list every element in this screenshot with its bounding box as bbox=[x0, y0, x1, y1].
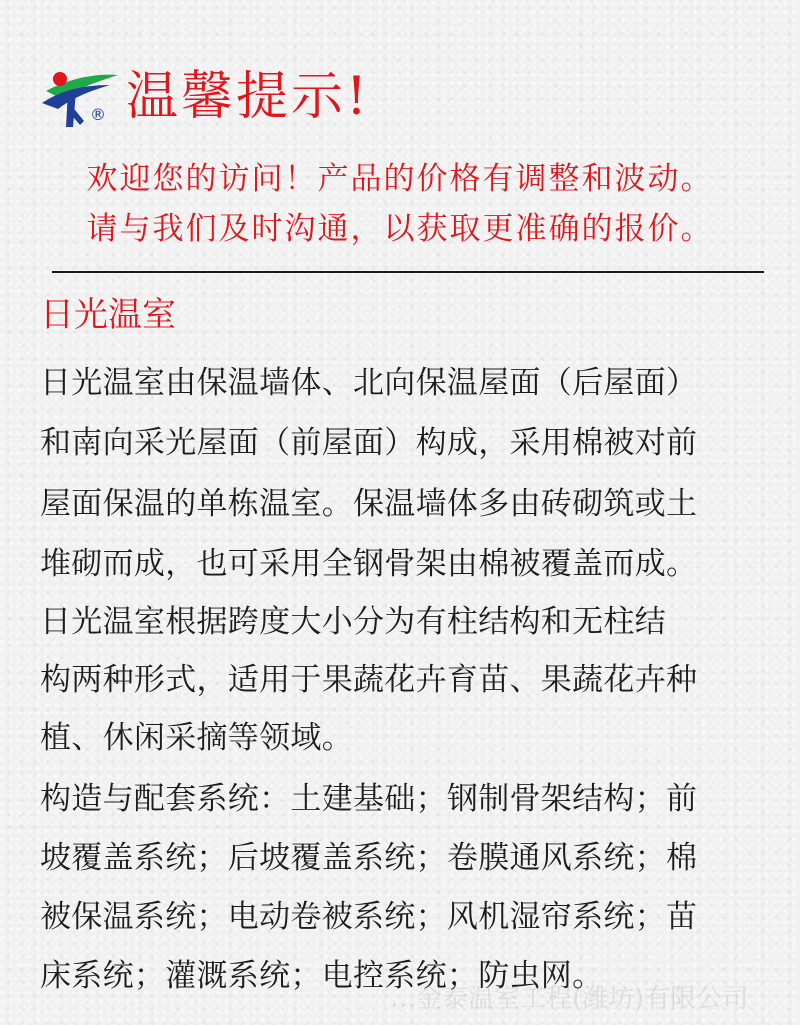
section-title: 日光温室 bbox=[40, 295, 176, 335]
header bbox=[40, 52, 370, 142]
body-line: 屋面保温的单栋温室。保温墙体多由砖砌筑或土 bbox=[40, 486, 698, 522]
body-line: 日光温室由保温墙体、北向保温屋面（后屋面） bbox=[40, 365, 698, 401]
body-line: 堆砌而成，也可采用全钢骨架由棉被覆盖而成。 bbox=[40, 546, 698, 582]
notice-line-1: 欢迎您的访问！产品的价格有调整和波动。 bbox=[86, 161, 714, 197]
body-line: 构造与配套系统：土建基础；钢制骨架结构；前 bbox=[40, 781, 698, 817]
watermark: …金泰温室工程(潍坊)有限公司 bbox=[390, 984, 749, 1014]
body-line: 植、休闲采摘等领域。 bbox=[40, 720, 353, 756]
runner-logo-icon bbox=[40, 61, 120, 133]
page-title: 温馨提示! bbox=[126, 67, 370, 127]
notice-line-2: 请与我们及时沟通，以获取更准确的报价。 bbox=[86, 211, 714, 247]
body-line: 坡覆盖系统；后坡覆盖系统；卷膜通风系统；棉 bbox=[40, 840, 698, 876]
registered-mark: ® bbox=[90, 105, 106, 124]
divider bbox=[52, 271, 764, 273]
body-line: 床系统；灌溉系统；电控系统；防虫网。 bbox=[40, 958, 604, 994]
body-line: 日光温室根据跨度大小分为有柱结构和无柱结 bbox=[40, 604, 666, 640]
body-line: 构两种形式，适用于果蔬花卉育苗、果蔬花卉种 bbox=[40, 662, 698, 698]
body-line: 被保温系统；电动卷被系统；风机湿帘系统；苗 bbox=[40, 899, 698, 935]
body-line: 和南向采光屋面（前屋面）构成，采用棉被对前 bbox=[40, 425, 698, 461]
